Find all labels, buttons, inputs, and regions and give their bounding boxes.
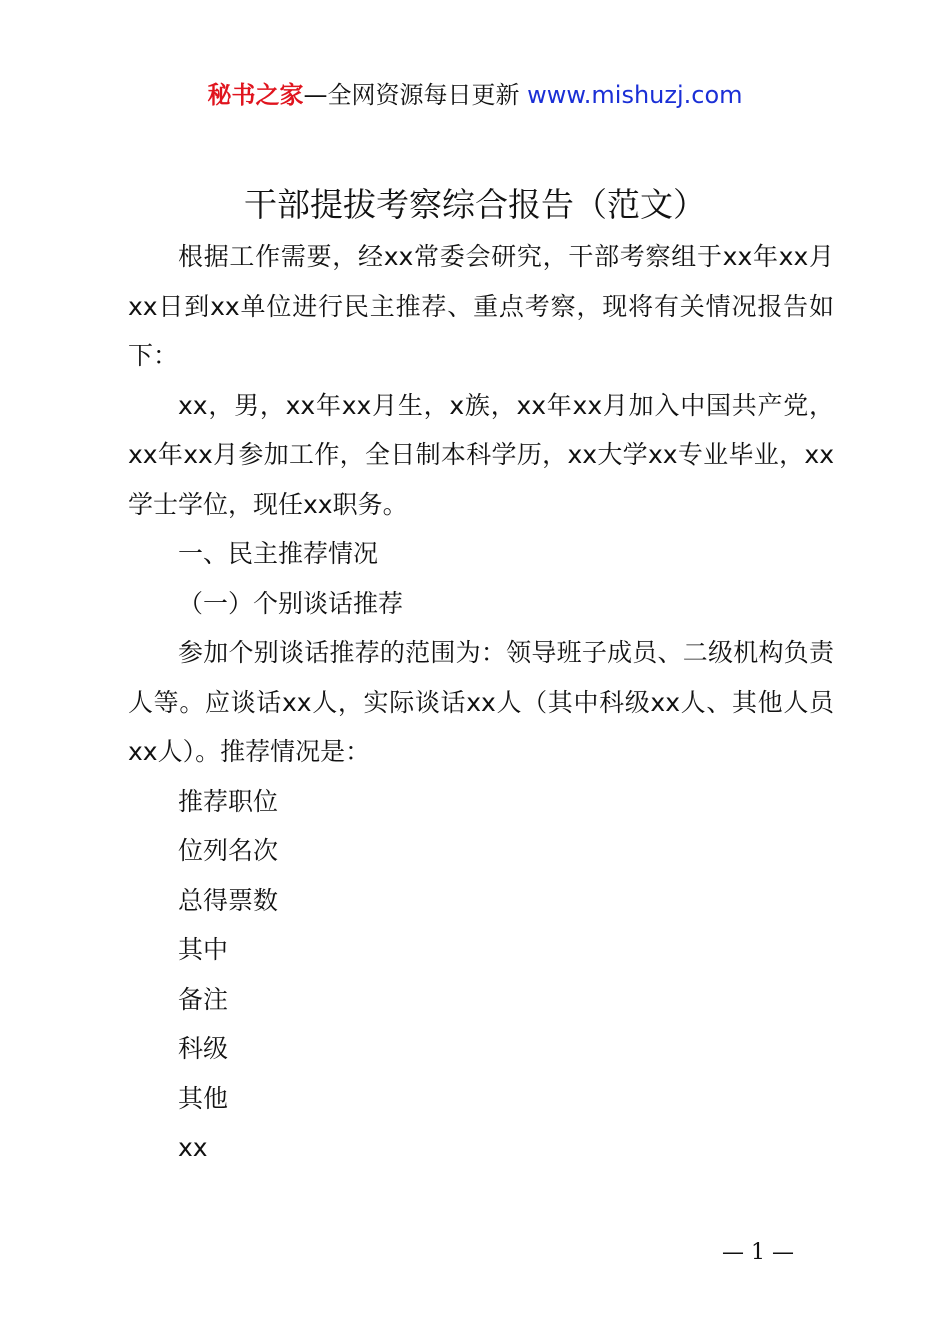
intro-paragraph: 根据工作需要，经xx常委会研究，干部考察组于xx年xx月xx日到xx单位进行民主推荐、重点考察，现将有关情况报告如下： — [128, 242, 834, 370]
table-cell: 科级 — [178, 1034, 229, 1063]
table-cell: 推荐职位 — [178, 786, 279, 816]
candidate-profile-paragraph: xx，男，xx年xx月生，x族，xx年xx月加入中国共产党，xx年xx月参加工作，全日制本科学历，xx大学xx专业毕业，xx学士学位，现任xx职务。 — [128, 390, 834, 519]
subsection-paragraph: 参加个别谈话推荐的范围为：领导班子成员、二级机构负责人等。应谈话xx人，实际谈话xx人（其中科级xx人、其他人员xx人）。推荐情况是： — [128, 638, 834, 766]
table-cell: 位列名次 — [178, 836, 279, 865]
brand-name: 秘书之家 — [207, 81, 304, 109]
site-header — [0, 78, 950, 112]
table-cell: 备注 — [178, 984, 229, 1014]
table-cell: 其他 — [178, 1083, 229, 1113]
section-heading: 一、民主推荐情况 — [178, 539, 379, 568]
table-cell: 总得票数 — [178, 885, 279, 915]
header-tagline: —全网资源每日更新 — [303, 81, 528, 109]
subsection-heading: （一）个别谈话推荐 — [178, 588, 404, 618]
document-title: 干部提拔考察综合报告（范文） — [244, 185, 706, 224]
document-body — [128, 232, 834, 1173]
table-cell: 其中 — [178, 935, 229, 964]
table-cell: xx — [178, 1133, 208, 1162]
site-url-link[interactable]: www.mishuzj.com — [527, 81, 743, 109]
page-number: — 1 — — [722, 1240, 794, 1265]
